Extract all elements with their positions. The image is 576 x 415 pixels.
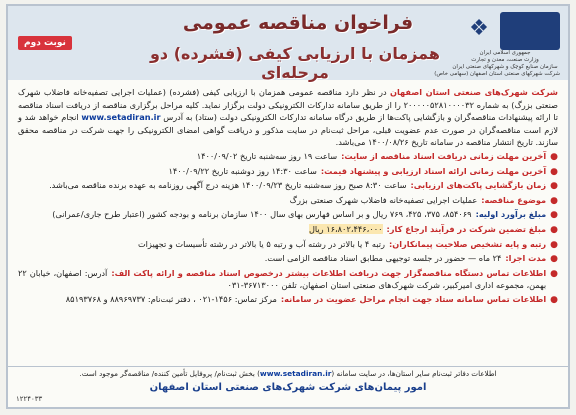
item-label: مبلغ تضمین شرکت در فرآیند ارجاع کار: [386,223,547,234]
list-item [18,252,558,266]
item-label: موضوع مناقصه: [481,194,547,205]
item-text: ۸۵۴۰۶۹، ۳۷۵، ۴۲۵، ۷۶۹ ریال و بر اساس فهارس بهای سال ۱۴۰۰ سازمان برنامه و بودجه کشور (اعتبار طرح جاری/عمرانی) [52,209,472,220]
bullet-icon: ● [550,151,558,162]
notice-title: فراخوان مناقصه عمومی [182,12,414,34]
list-item [18,293,558,307]
ministry-logo [500,12,560,50]
list-item [18,194,558,208]
list-item [18,165,558,179]
item-label: مدت اجرا: [505,253,547,264]
item-text: ۲۴ ماه — حضور در جلسه توجیهی مطابق اسناد مناقصه الزامی است. [264,253,502,264]
item-label: رتبه و پایه تشخیص صلاحیت پیمانکاران: [388,238,547,249]
item-label: آخرین مهلت زمانی دریافت اسناد مناقصه از سایت: [341,150,547,161]
bullet-icon: ● [550,254,558,265]
tender-notice [6,4,570,409]
footer-note [8,366,568,381]
notice-subtitle: همزمان با ارزیابی کیفی (فشرده) دو مرحله‌ای [149,44,440,82]
item-text: مرکز تماس: ۱۴۵۶-۰۲۱ ، دفتر ثبت‌نام: ۸۸۹۶۹۷۳۷ و ۸۵۱۹۳۷۶۸ [65,293,277,304]
item-text: ساعت ۸:۳۰ صبح روز سه‌شنبه تاریخ ۱۴۰۰/۰۹/۲۳ هزینه درج آگهی روزنامه به عهده برنده مناقصه می‌باشد. [49,180,407,191]
item-text: آدرس: اصفهان، خیابان ۲۲ بهمن، مجموعه اداری امیرکبیر، شرکت شهرک‌های صنعتی استان اصفهان، تلفن ۳۶۷۱۳۰۰۰-۰۳۱ [18,267,547,291]
bullet-icon: ● [550,294,558,305]
organization-block [434,50,560,78]
bullet-icon: ● [550,195,558,206]
bullet-icon: ● [550,239,558,250]
bullet-icon: ● [550,166,558,177]
round-badge: نوبت دوم [18,36,72,50]
org-line: شرکت شهرکهای صنعتی استان اصفهان (سهامی خاص) [434,71,560,77]
item-text: رتبه ۴ یا بالاتر در رشته آب و رتبه ۵ یا بالاتر در رشته تأسیسات و تجهیزات [137,238,385,249]
org-line: وزارت صنعت، معدن و تجارت [471,57,539,63]
footer-text-before: اطلاعات دفاتر ثبت‌نام سایر استان‌ها، در سایت سامانه ( [331,369,497,378]
footer-website-link[interactable]: www.setadiran.ir [259,369,332,378]
intro-text-2: انجام خواهد شد و لازم است مناقصه‌گران در صورت عدم عضویت قبلی، مراحل ثبت‌نام در سایت مذکور و دریافت گواهی امضای الکترونیکی را جهت شرکت در مناقصه محقق سازند. تاریخ انتشار مناقصه در سامانه تاریخ ۱۴۰۰/۰۸/۲۶ می‌باشد. [18,112,558,148]
item-text: ساعت ۱۹ روز سه‌شنبه تاریخ ۱۴۰۰/۰۹/۰۲ [196,150,338,161]
signature: امور پیمان‌های شرکت شهرک‌های صنعتی استان اصفهان [149,382,427,393]
website-link[interactable]: www.setadiran.ir [81,112,161,123]
list-item [18,208,558,222]
list-item [18,223,558,237]
item-label: مبلغ برآورد اولیه: [475,209,547,220]
bullet-icon: ● [550,210,558,221]
item-label: آخرین مهلت زمانی ارائه اسناد ارزیابی و پیشنهاد قیمت: [320,165,547,176]
notice-body [18,86,558,378]
item-text: ساعت ۱۴:۳۰ روز دوشنبه تاریخ ۱۴۰۰/۰۹/۲۲ [168,165,317,176]
list-item [18,238,558,252]
item-label: اطلاعات تماس دستگاه مناقصه‌گزار جهت دریافت اطلاعات بیشتر درخصوص اسناد مناقصه و ارائه پاکت الف: [111,267,547,278]
list-item [18,150,558,164]
item-label: زمان بازگشایی پاکت‌های ارزیابی: [410,180,547,191]
emblem-icon: ❖ [469,16,489,41]
organization-name: شرکت شهرک‌های صنعتی استان اصفهان [389,87,558,97]
list-item [18,267,558,292]
item-text: ۱۶،۸۰۲،۴۴۶،۰۰۰ ریال [308,223,383,234]
bullet-icon: ● [550,181,558,192]
intro-text-1: در نظر دارد مناقصه عمومی همزمان با ارزیابی کیفی (فشرده) (عملیات اجرایی تصفیه‌خانه فاضلاب شهرک صنعتی بزرگ) به شماره ۲۰۰۰۰۰۵۲۸۱۰۰۰۰۳۲ را از طریق سامانه تدارکات الکترونیکی دولت برگزار نماید. کلیه مراحل برگزاری مناقصه از دریافت اسناد مناقصه تا ارائه پیشنهادات مناقصه‌گران و بازگشایی پاکت‌ها از طریق درگاه سامانه تدارکات الکترونیکی دولت (ستاد) به آدرس [18,87,558,123]
org-line: سازمان صنایع کوچک و شهرکهای صنعتی ایران [452,64,558,70]
intro-paragraph [18,86,558,149]
bullet-icon: ● [550,224,558,235]
org-line: جمهوری اسلامی ایران [479,50,531,56]
ad-code: ۱۲۲۴۰۳۳ [16,395,43,403]
bullet-icon: ● [550,268,558,279]
item-label: اطلاعات تماس سامانه ستاد جهت انجام مراحل عضویت در سامانه: [280,293,547,304]
list-item [18,179,558,193]
item-text: عملیات اجرایی تصفیه‌خانه فاضلاب شهرک صنعتی بزرگ [289,194,478,205]
footer-text-after: ) بخش ثبت‌نام/ پروفایل تأمین کننده/ مناقصه‌گر موجود است. [79,369,260,378]
